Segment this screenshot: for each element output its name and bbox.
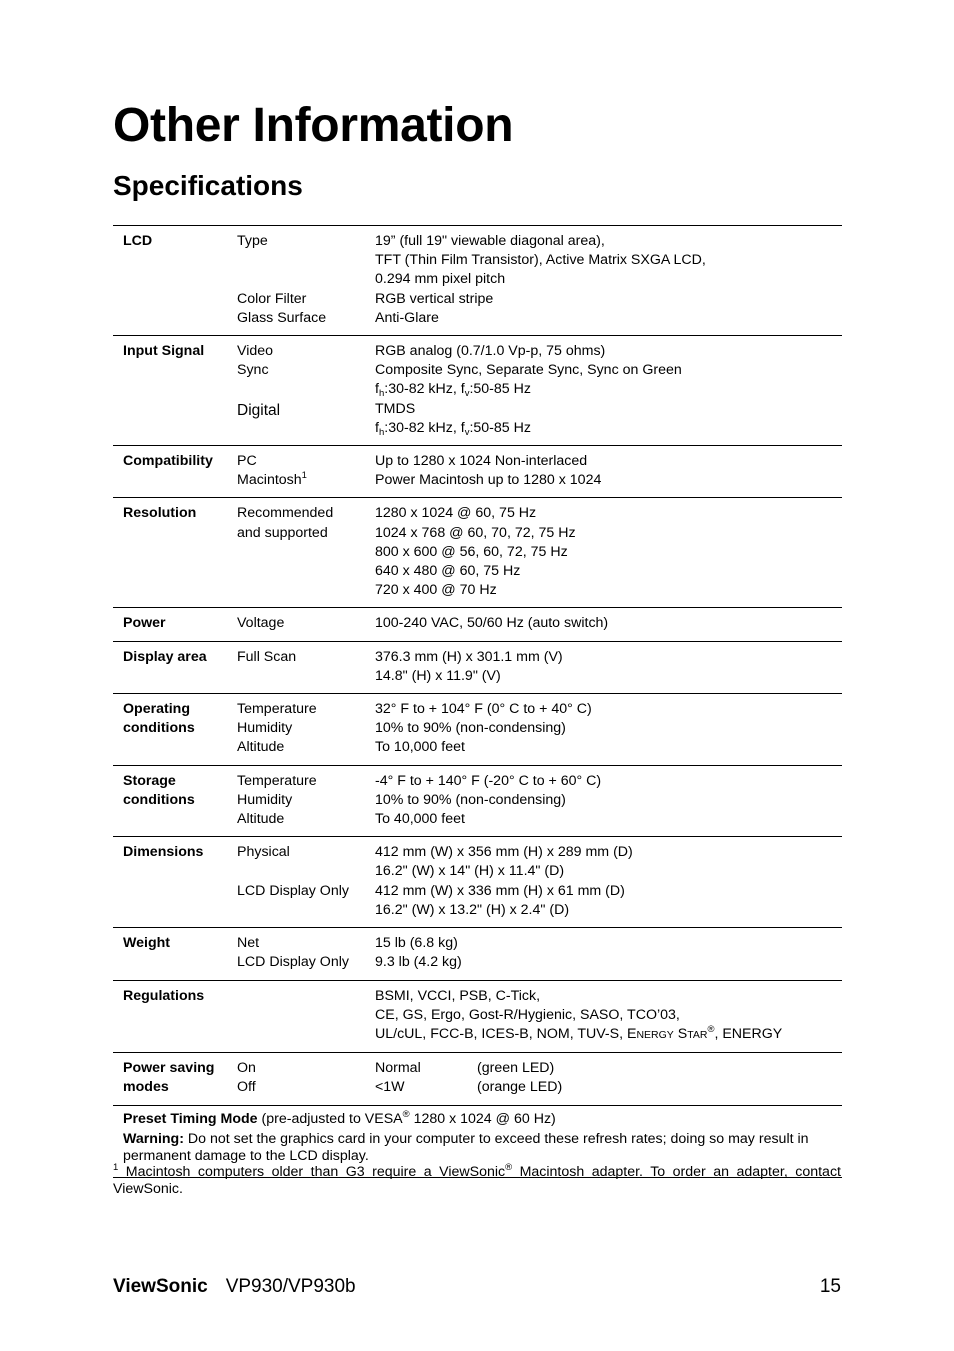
footnote-ref: 1 xyxy=(301,470,307,482)
row-label: conditions xyxy=(123,791,195,808)
spec-key: Glass Surface xyxy=(237,309,327,326)
spec-value: UL/cUL, FCC-B, ICES-B, NOM, TUV-S, ENERGY STAR®, ENERGY xyxy=(375,1023,783,1042)
spec-row-power-saving xyxy=(113,1053,842,1105)
spec-value: 15 lb (6.8 kg) xyxy=(375,935,458,952)
spec-key: Humidity xyxy=(237,791,293,808)
spec-key: Off xyxy=(237,1079,256,1096)
spec-row-dimensions xyxy=(113,837,842,928)
spec-key: Full Scan xyxy=(237,648,297,665)
preset-timing-text: Preset Timing Mode (pre-adjusted to VESA® 1280 x 1024 @ 60 Hz) xyxy=(123,1108,556,1127)
spec-value: RGB vertical stripe xyxy=(375,290,494,307)
spec-value: 14.8" (H) x 11.9" (V) xyxy=(375,667,501,684)
model-name: VP930/VP930b xyxy=(225,1276,356,1297)
spec-row-compatibility xyxy=(113,446,842,498)
spec-row-display-area xyxy=(113,642,842,694)
spec-value: 10% to 90% (non-condensing) xyxy=(375,791,566,808)
spec-value: CE, GS, Ergo, Gost-R/Hygienic, SASO, TCO’03, xyxy=(375,1006,680,1023)
spec-row-lcd xyxy=(113,226,842,336)
spec-key: Color Filter xyxy=(237,290,307,307)
spec-value: TMDS xyxy=(375,400,416,417)
row-label: Dimensions xyxy=(123,844,204,861)
row-label: modes xyxy=(123,1079,169,1096)
spec-value: BSMI, VCCI, PSB, C-Tick, xyxy=(375,987,541,1004)
spec-value: 412 mm (W) x 336 mm (H) x 61 mm (D) xyxy=(375,882,625,899)
spec-value: -4° F to + 140° F (-20° C to + 60° C) xyxy=(375,772,602,789)
spec-value: Composite Sync, Separate Sync, Sync on Green xyxy=(375,362,682,379)
spec-key: Video xyxy=(237,343,274,360)
spec-value: 720 x 400 @ 70 Hz xyxy=(375,582,497,599)
spec-row-power xyxy=(113,608,842,641)
spec-value: 1280 x 1024 @ 60, 75 Hz xyxy=(375,505,537,522)
spec-key: LCD Display Only xyxy=(237,882,349,899)
row-label: Display area xyxy=(123,648,207,665)
spec-key: Voltage xyxy=(237,615,285,632)
spec-value: 100-240 VAC, 50/60 Hz (auto switch) xyxy=(375,615,609,632)
spec-key: Macintosh$^1$ xyxy=(237,470,307,489)
footnote: $^1$ Macintosh computers older than G3 require a ViewSonic® Macintosh adapter. To order an adapter, contact ViewSonic. xyxy=(113,1162,841,1197)
spec-value: 0.294 mm pixel pitch xyxy=(375,271,506,288)
spec-key: On xyxy=(237,1060,256,1077)
row-label: Power saving xyxy=(123,1060,215,1077)
spec-value: 10% to 90% (non-condensing) xyxy=(375,720,566,737)
spec-value: 32° F to + 104° F (0° C to + 40° C) xyxy=(375,701,592,718)
spec-key: and supported xyxy=(237,524,328,541)
page-title: Other Information xyxy=(113,99,514,152)
spec-value: 19” (full 19" viewable diagonal area), xyxy=(375,233,605,249)
row-label: conditions xyxy=(123,720,195,737)
page-number: 15 xyxy=(819,1276,841,1297)
spec-key: Temperature xyxy=(237,772,317,789)
spec-value: 412 mm (W) x 356 mm (H) x 289 mm (D) xyxy=(375,844,633,861)
spec-value: 16.2" (W) x 13.2" (H) x 2.4" (D) xyxy=(375,901,570,918)
row-label: Weight xyxy=(123,935,171,952)
spec-key: Temperature xyxy=(237,701,317,718)
page-footer xyxy=(113,1276,841,1298)
spec-key: Recommended xyxy=(237,505,334,522)
spec-table xyxy=(113,225,842,1178)
spec-row-weight xyxy=(113,928,842,980)
spec-value: 9.3 lb (4.2 kg) xyxy=(375,954,462,971)
spec-value: To 10,000 feet xyxy=(375,739,465,756)
section-title: Specifications xyxy=(113,170,303,201)
spec-row-regulations xyxy=(113,981,842,1054)
spec-key: Humidity xyxy=(237,720,293,737)
spec-value: Up to 1280 x 1024 Non-interlaced xyxy=(375,453,588,470)
frequency-range: $f_h:30-82$ kHz, $f_v:50-85$ Hz xyxy=(375,381,531,400)
row-label: Regulations xyxy=(123,987,205,1004)
spec-key: Altitude xyxy=(237,739,285,756)
spec-row-input-signal xyxy=(113,336,842,446)
row-label: LCD xyxy=(123,233,153,249)
spec-value: 1024 x 768 @ 60, 70, 72, 75 Hz xyxy=(375,524,576,541)
spec-value: To 40,000 feet xyxy=(375,811,465,828)
spec-value: Anti-Glare xyxy=(375,309,439,326)
spec-key: Physical xyxy=(237,844,290,861)
spec-value: 376.3 mm (H) x 301.1 mm (V) xyxy=(375,648,563,665)
row-label: Resolution xyxy=(123,505,197,522)
row-label: Operating xyxy=(123,701,191,718)
spec-key: LCD Display Only xyxy=(237,954,349,971)
spec-value: Power Macintosh up to 1280 x 1024 xyxy=(375,472,602,489)
spec-row-operating-conditions xyxy=(113,694,842,766)
spec-row-storage-conditions xyxy=(113,766,842,838)
brand-name: ViewSonic xyxy=(113,1276,208,1297)
spec-value: 640 x 480 @ 60, 75 Hz xyxy=(375,563,521,580)
spec-key: Digital xyxy=(237,401,281,419)
spec-value: <1W (orange LED) xyxy=(375,1079,563,1096)
row-label: Compatibility xyxy=(123,453,213,470)
spec-key: PC xyxy=(237,453,257,470)
spec-key: Type xyxy=(237,233,268,249)
warning-text: Warning: Do not set the graphics card in your computer to exceed these refresh rates; doing so may result in permanent damage to the LCD display. xyxy=(123,1130,809,1164)
spec-key: Net xyxy=(237,935,260,952)
spec-value: RGB analog (0.7/1.0 Vp-p, 75 ohms) xyxy=(375,343,606,360)
spec-value: 16.2" (W) x 14" (H) x 11.4" (D) xyxy=(375,863,565,880)
frequency-range: $f_h:30-82$ kHz, $f_v:50-85$ Hz xyxy=(375,419,531,438)
spec-value: Normal (green LED) xyxy=(375,1060,555,1077)
row-label: Power xyxy=(123,615,166,632)
spec-key: Sync xyxy=(237,362,269,379)
spec-value: 800 x 600 @ 56, 60, 72, 75 Hz xyxy=(375,543,568,560)
spec-value: TFT (Thin Film Transistor), Active Matrix SXGA LCD, xyxy=(375,252,706,269)
row-label: Storage xyxy=(123,772,176,789)
row-label: Input Signal xyxy=(123,343,205,360)
spec-key: Altitude xyxy=(237,811,285,828)
spec-row-resolution xyxy=(113,498,842,608)
